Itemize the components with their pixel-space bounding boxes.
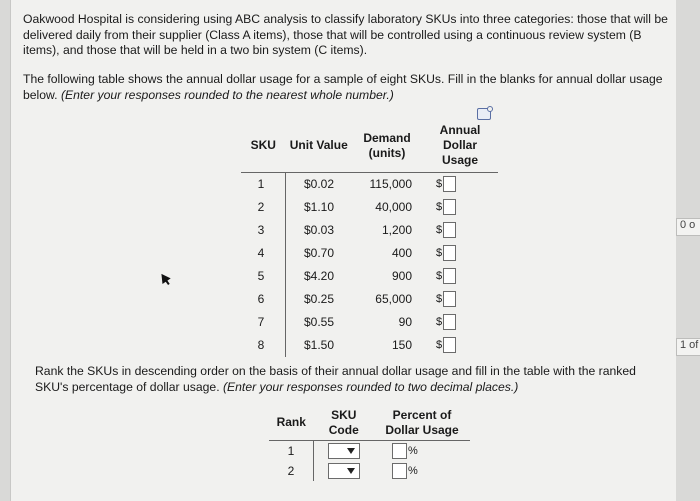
sku-row [241, 288, 498, 311]
expand-table-icon[interactable] [477, 108, 491, 120]
header-demand: Demand (units) [352, 120, 422, 172]
rank-row [269, 461, 470, 481]
annual-usage-input[interactable] [443, 199, 456, 215]
annual-usage-cell [422, 265, 498, 288]
dollar-sign: $ [436, 178, 443, 190]
percent-sign: % [408, 444, 418, 457]
header-annual-usage: Annual Dollar Usage [422, 120, 498, 172]
annual-usage-cell [422, 196, 498, 219]
demand-value: 40,000 [375, 200, 412, 214]
sku-code-cell [314, 440, 375, 461]
annual-usage-input[interactable] [443, 337, 456, 353]
dollar-sign: $ [436, 270, 443, 282]
dollar-sign: $ [436, 339, 443, 351]
percent-cell [374, 440, 470, 461]
header-unit-value: Unit Value [286, 120, 353, 172]
sku-table [241, 120, 498, 357]
unit-value: $0.55 [303, 315, 335, 329]
adjacent-panel [677, 0, 700, 501]
dollar-sign: $ [436, 224, 443, 236]
sku-number: 8 [241, 334, 286, 357]
annual-usage-input[interactable] [443, 245, 456, 261]
annual-usage-cell [422, 311, 498, 334]
percent-input[interactable] [392, 463, 407, 479]
annual-usage-input[interactable] [443, 291, 456, 307]
mouse-cursor-icon [157, 271, 170, 284]
dollar-sign: $ [436, 201, 443, 213]
sku-row [241, 172, 498, 196]
sku-code-cell [314, 461, 375, 481]
sku-row [241, 334, 498, 357]
intro-text: Oakwood Hospital is considering using ABC analysis to classify laboratory SKUs into three categories: those that will be delivered daily from their supplier (Class A items), those that will be controlled using a continuous review system (B items), and those that will be held in a two bin system (C items). [23, 12, 668, 57]
question-panel [10, 0, 676, 501]
side-label-top: 0 o [680, 219, 696, 231]
dollar-sign: $ [436, 316, 443, 328]
unit-value: $0.02 [303, 177, 335, 191]
sku-row [241, 219, 498, 242]
demand-value: 65,000 [375, 292, 412, 306]
percent-input[interactable] [392, 443, 407, 459]
annual-usage-input[interactable] [443, 176, 456, 192]
sku-number: 5 [241, 265, 286, 288]
header-rank: Rank [269, 406, 314, 440]
sku-code-dropdown[interactable] [328, 463, 360, 479]
sku-row [241, 242, 498, 265]
header-sku: SKU [241, 120, 286, 172]
sku-row [241, 196, 498, 219]
sku-number: 7 [241, 311, 286, 334]
annual-usage-input[interactable] [443, 268, 456, 284]
instruction-text [23, 72, 668, 103]
unit-value: $0.70 [303, 246, 335, 260]
header-sku-code: SKU Code [314, 406, 375, 440]
sku-number: 2 [241, 196, 286, 219]
dollar-sign: $ [436, 293, 443, 305]
unit-value: $4.20 [303, 269, 335, 283]
demand-value: 1,200 [381, 223, 412, 237]
annual-usage-cell [422, 288, 498, 311]
rank-note: (Enter your responses rounded to two decimal places.) [222, 379, 519, 394]
unit-value: $0.25 [303, 292, 335, 306]
header-percent: Percent of Dollar Usage [374, 406, 470, 440]
demand-value: 900 [391, 269, 412, 283]
annual-usage-cell [422, 219, 498, 242]
sku-number: 3 [241, 219, 286, 242]
sku-number: 4 [241, 242, 286, 265]
percent-cell [374, 461, 470, 481]
annual-usage-cell [422, 242, 498, 265]
dollar-sign: $ [436, 247, 443, 259]
annual-usage-input[interactable] [443, 314, 456, 330]
percent-sign: % [408, 464, 418, 477]
side-label-bottom: 1 of [680, 339, 699, 351]
sku-row [241, 265, 498, 288]
rank-table [269, 406, 470, 481]
rank-number: 1 [269, 440, 314, 461]
annual-usage-cell [422, 334, 498, 357]
rank-row [269, 440, 470, 461]
demand-value: 150 [391, 338, 412, 352]
demand-value: 115,000 [369, 177, 412, 191]
rank-number: 2 [269, 461, 314, 481]
instruction-note: (Enter your responses rounded to the nearest whole number.) [60, 87, 394, 102]
sku-code-dropdown[interactable] [328, 443, 360, 459]
unit-value: $1.10 [303, 200, 335, 214]
unit-value: $0.03 [303, 223, 335, 237]
instruction: The following table shows the annual dollar usage for a sample of eight SKUs. Fill in the blanks for annual dollar usage below. [23, 72, 663, 102]
rank-instruction: Rank the SKUs in descending order on the basis of their annual dollar usage and fill in the table with the ranked SKU's percentage of dollar usage. [35, 364, 636, 394]
demand-value: 400 [391, 246, 412, 260]
unit-value: $1.50 [303, 338, 335, 352]
rank-instruction-text [35, 364, 665, 395]
annual-usage-cell [422, 172, 498, 196]
annual-usage-input[interactable] [443, 222, 456, 238]
sku-number: 6 [241, 288, 286, 311]
sku-number: 1 [241, 172, 286, 196]
demand-value: 90 [398, 315, 412, 329]
sku-row [241, 311, 498, 334]
